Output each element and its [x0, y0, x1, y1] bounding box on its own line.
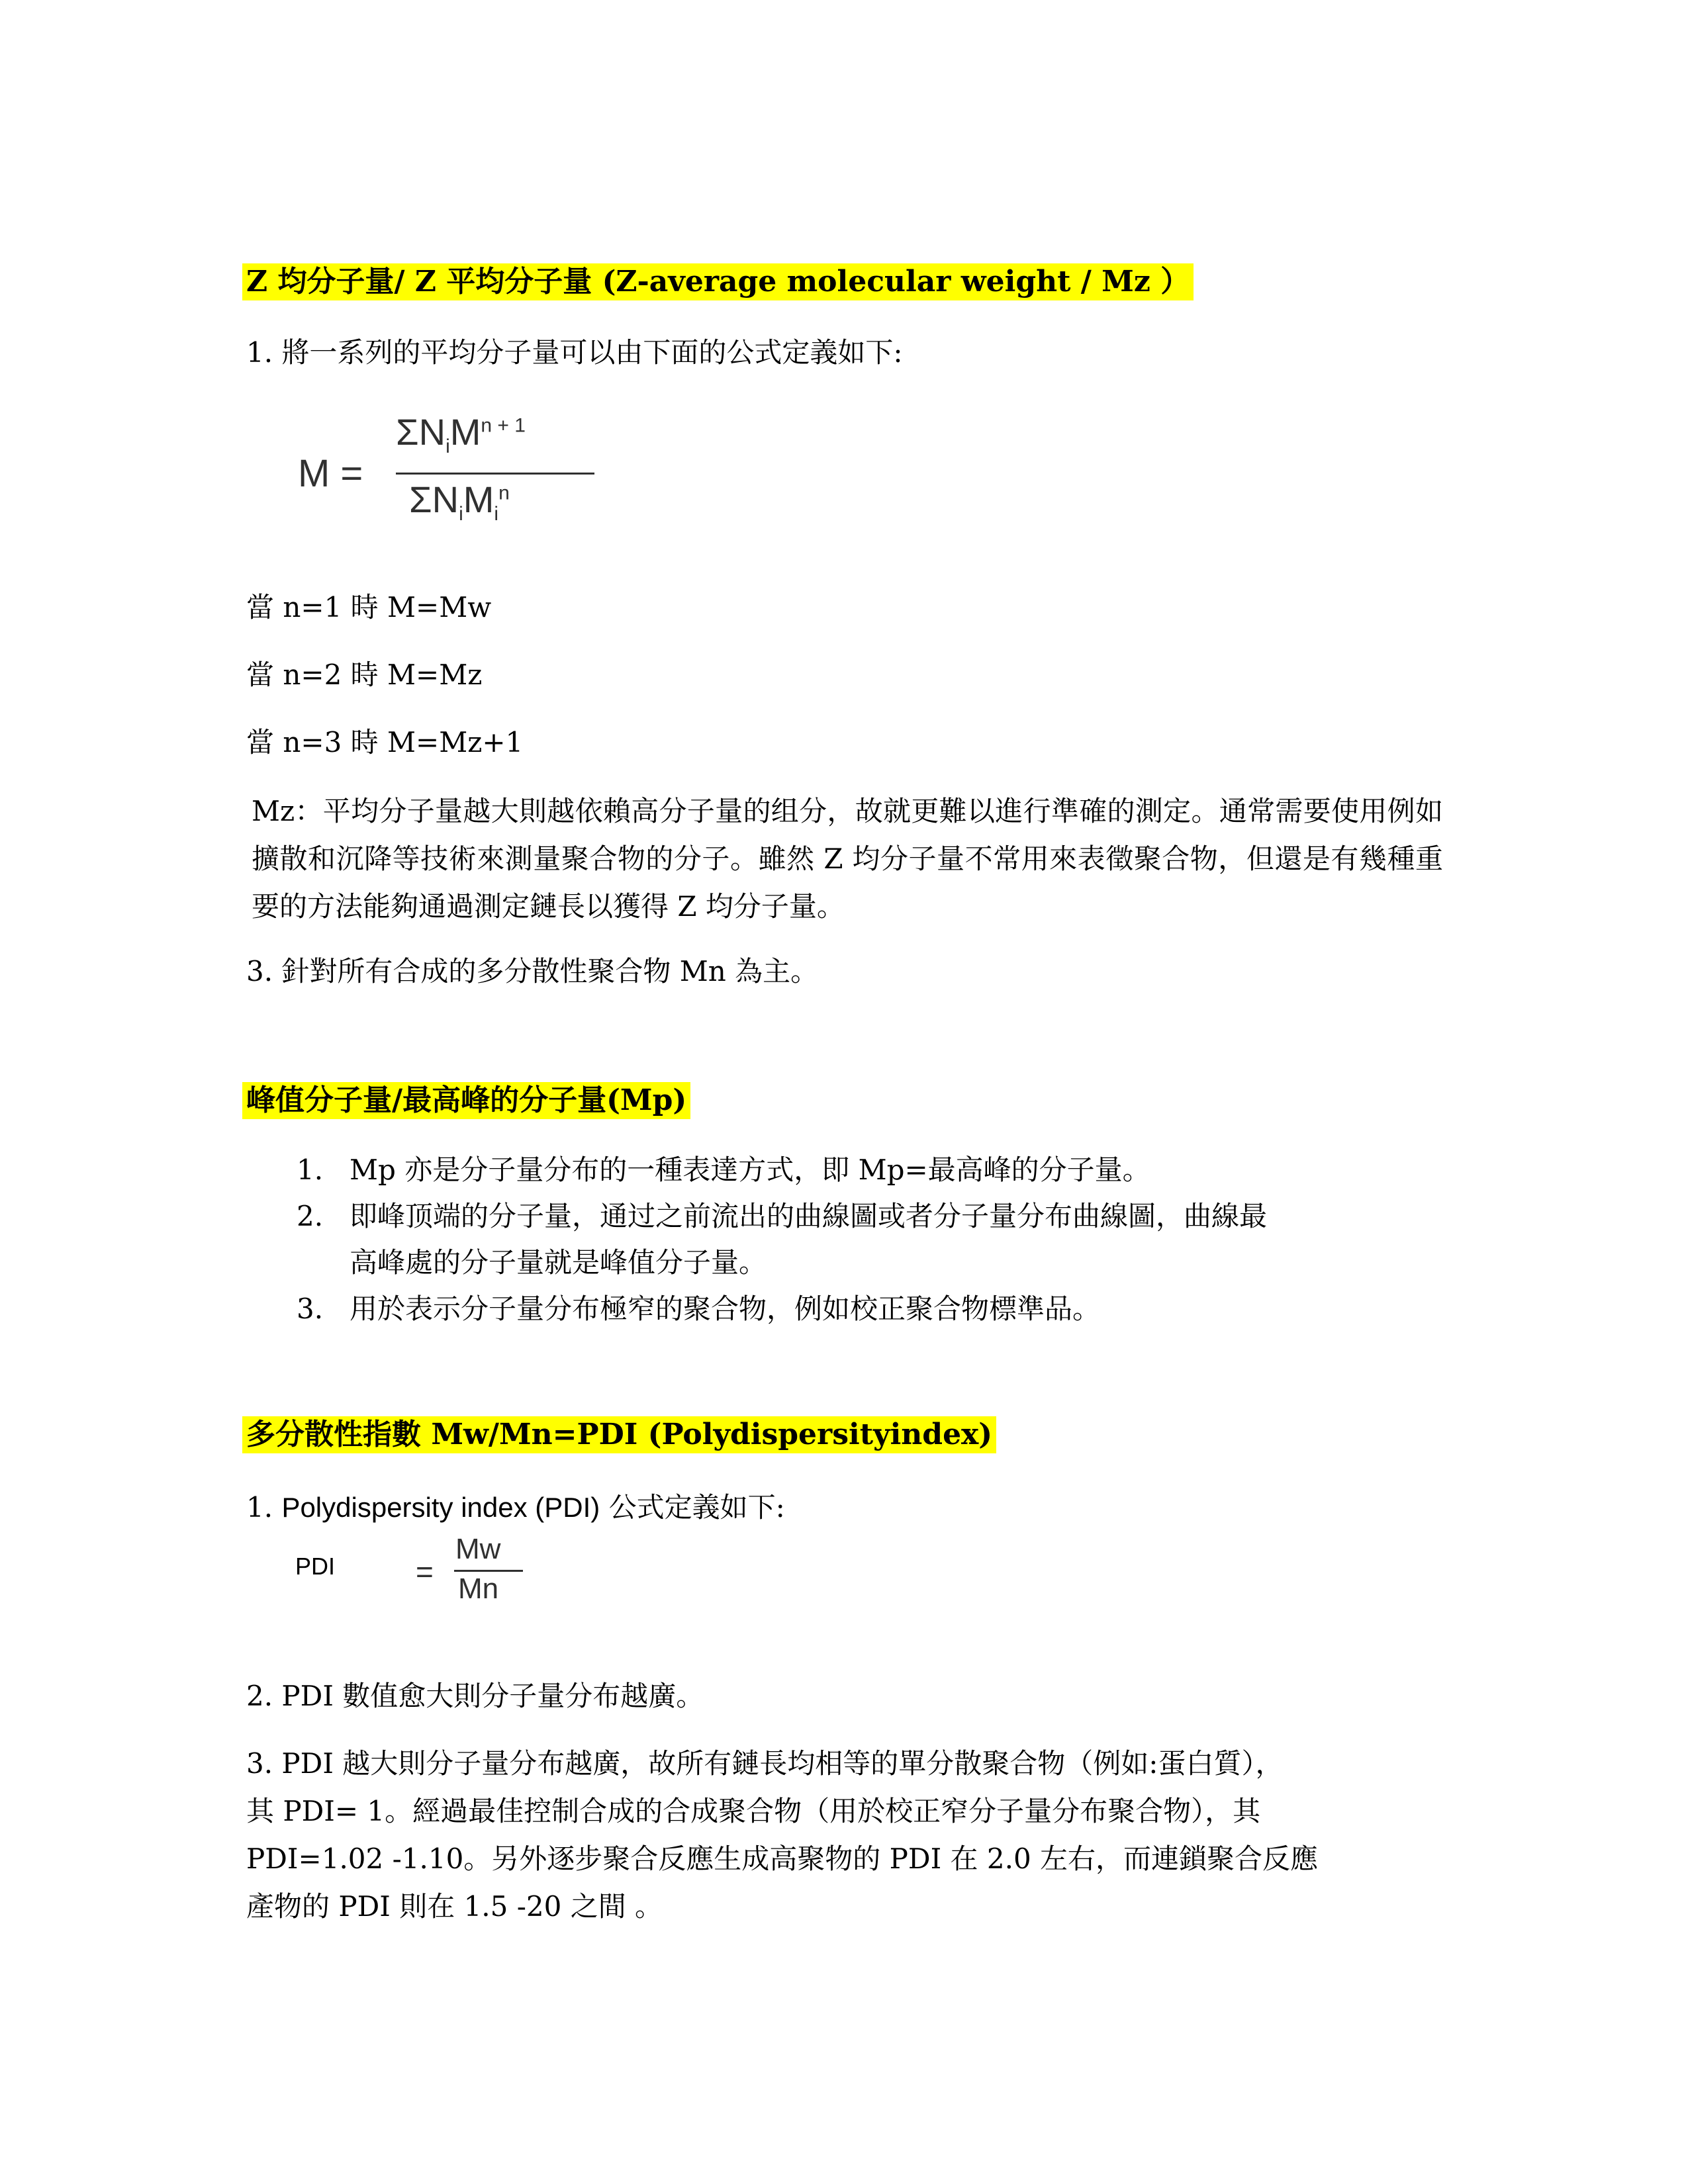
section-heading-z-average: Z 均分子量/ Z 平均分子量 (Z-average molecular weight / Mz ）: [242, 263, 1194, 300]
item-1-formula-intro: 1. 將一系列的平均分子量可以由下面的公式定義如下:: [246, 336, 903, 369]
pdi-item-3-line-4: 產物的 PDI 則在 1.5 -20 之間 。: [246, 1890, 663, 1923]
pdi-item-2: 2. PDI 數值愈大則分子量分布越廣。: [246, 1680, 704, 1712]
pdi-numerator: Mw: [455, 1533, 501, 1565]
formula-den-i2: i: [494, 503, 499, 525]
mz-paragraph: Mz：平均分子量越大則越依賴高分子量的组分，故就更難以進行準確的測定。通常需要使用例如擴散和沉降等技術來測量聚合物的分子。雖然 Z 均分子量不常用來表徵聚合物，但還是有幾種重要的方法能夠通過測定鏈長以獲得 Z 均分子量。: [252, 795, 1443, 923]
list-text: 即峰顶端的分子量，通过之前流出的曲線圖或者分子量分布曲線圖，曲線最: [350, 1200, 1268, 1232]
mp-list-item-2: [297, 1198, 1267, 1235]
pdi-item-1: 1. Polydispersity index (PDI) 公式定義如下:: [246, 1491, 785, 1524]
formula-num-m: M: [449, 411, 481, 453]
list-number: 3.: [297, 1293, 324, 1325]
formula-fraction-bar: [396, 473, 594, 475]
pdi-item-3-line-2: 其 PDI= 1。經過最佳控制合成的合成聚合物（用於校正窄分子量分布聚合物），其: [246, 1795, 1261, 1827]
section-heading-mp: 峰值分子量/最高峰的分子量(Mp): [242, 1082, 690, 1119]
pdi-item-3-line-3: PDI=1.02 -1.10。另外逐步聚合反應生成高聚物的 PDI 在 2.0 左右，而連鎖聚合反應: [246, 1843, 1319, 1875]
list-number: 2.: [297, 1200, 324, 1232]
mp-list-item-1: [297, 1152, 1150, 1189]
formula-den-i1: i: [459, 503, 463, 525]
formula-den-m: M: [463, 478, 494, 520]
case-n2: 當 n=2 時 M=Mz: [246, 659, 483, 691]
formula-num-i: i: [445, 435, 450, 458]
formula-den-n: N: [432, 478, 459, 520]
mp-list-item-3: [297, 1291, 1100, 1328]
pdi-term: Polydispersity index (PDI): [281, 1492, 600, 1523]
formula-den-exp: n: [498, 482, 510, 504]
pdi-fraction-bar: [454, 1570, 523, 1572]
formula-num-n: N: [418, 411, 446, 453]
case-n1: 當 n=1 時 M=Mw: [246, 591, 492, 623]
formula-sigma: Σ: [396, 411, 419, 453]
list-text: 用於表示分子量分布極窄的聚合物，例如校正聚合物標準品。: [350, 1293, 1101, 1325]
section-heading-pdi: 多分散性指數 Mw/Mn=PDI (Polydispersityindex): [242, 1416, 996, 1453]
item-3-mn: 3. 針對所有合成的多分散性聚合物 Mn 為主。: [246, 955, 819, 987]
case-n3: 當 n=3 時 M=Mz+1: [246, 726, 524, 758]
pdi-item-3-line-1: 3. PDI 越大則分子量分布越廣，故所有鏈長均相等的單分散聚合物（例如:蛋白質），: [246, 1747, 1284, 1780]
mp-list-item-2-cont: 高峰處的分子量就是峰值分子量。: [350, 1246, 767, 1279]
pdi-equals: =: [416, 1555, 434, 1589]
list-number: 1.: [297, 1154, 324, 1186]
formula-numerator: [396, 410, 526, 458]
formula-denominator: $\Sigma N_iM_i^n$: [409, 478, 510, 525]
pdi-label: PDI: [295, 1553, 336, 1580]
pdi-denominator: Mn: [458, 1572, 499, 1605]
formula-lhs: M =: [298, 452, 363, 495]
formula-num-exp: n + 1: [481, 414, 526, 437]
list-text: Mp 亦是分子量分布的一種表達方式，即 Mp=最高峰的分子量。: [350, 1154, 1150, 1186]
formula-generalized-average: [298, 410, 602, 543]
